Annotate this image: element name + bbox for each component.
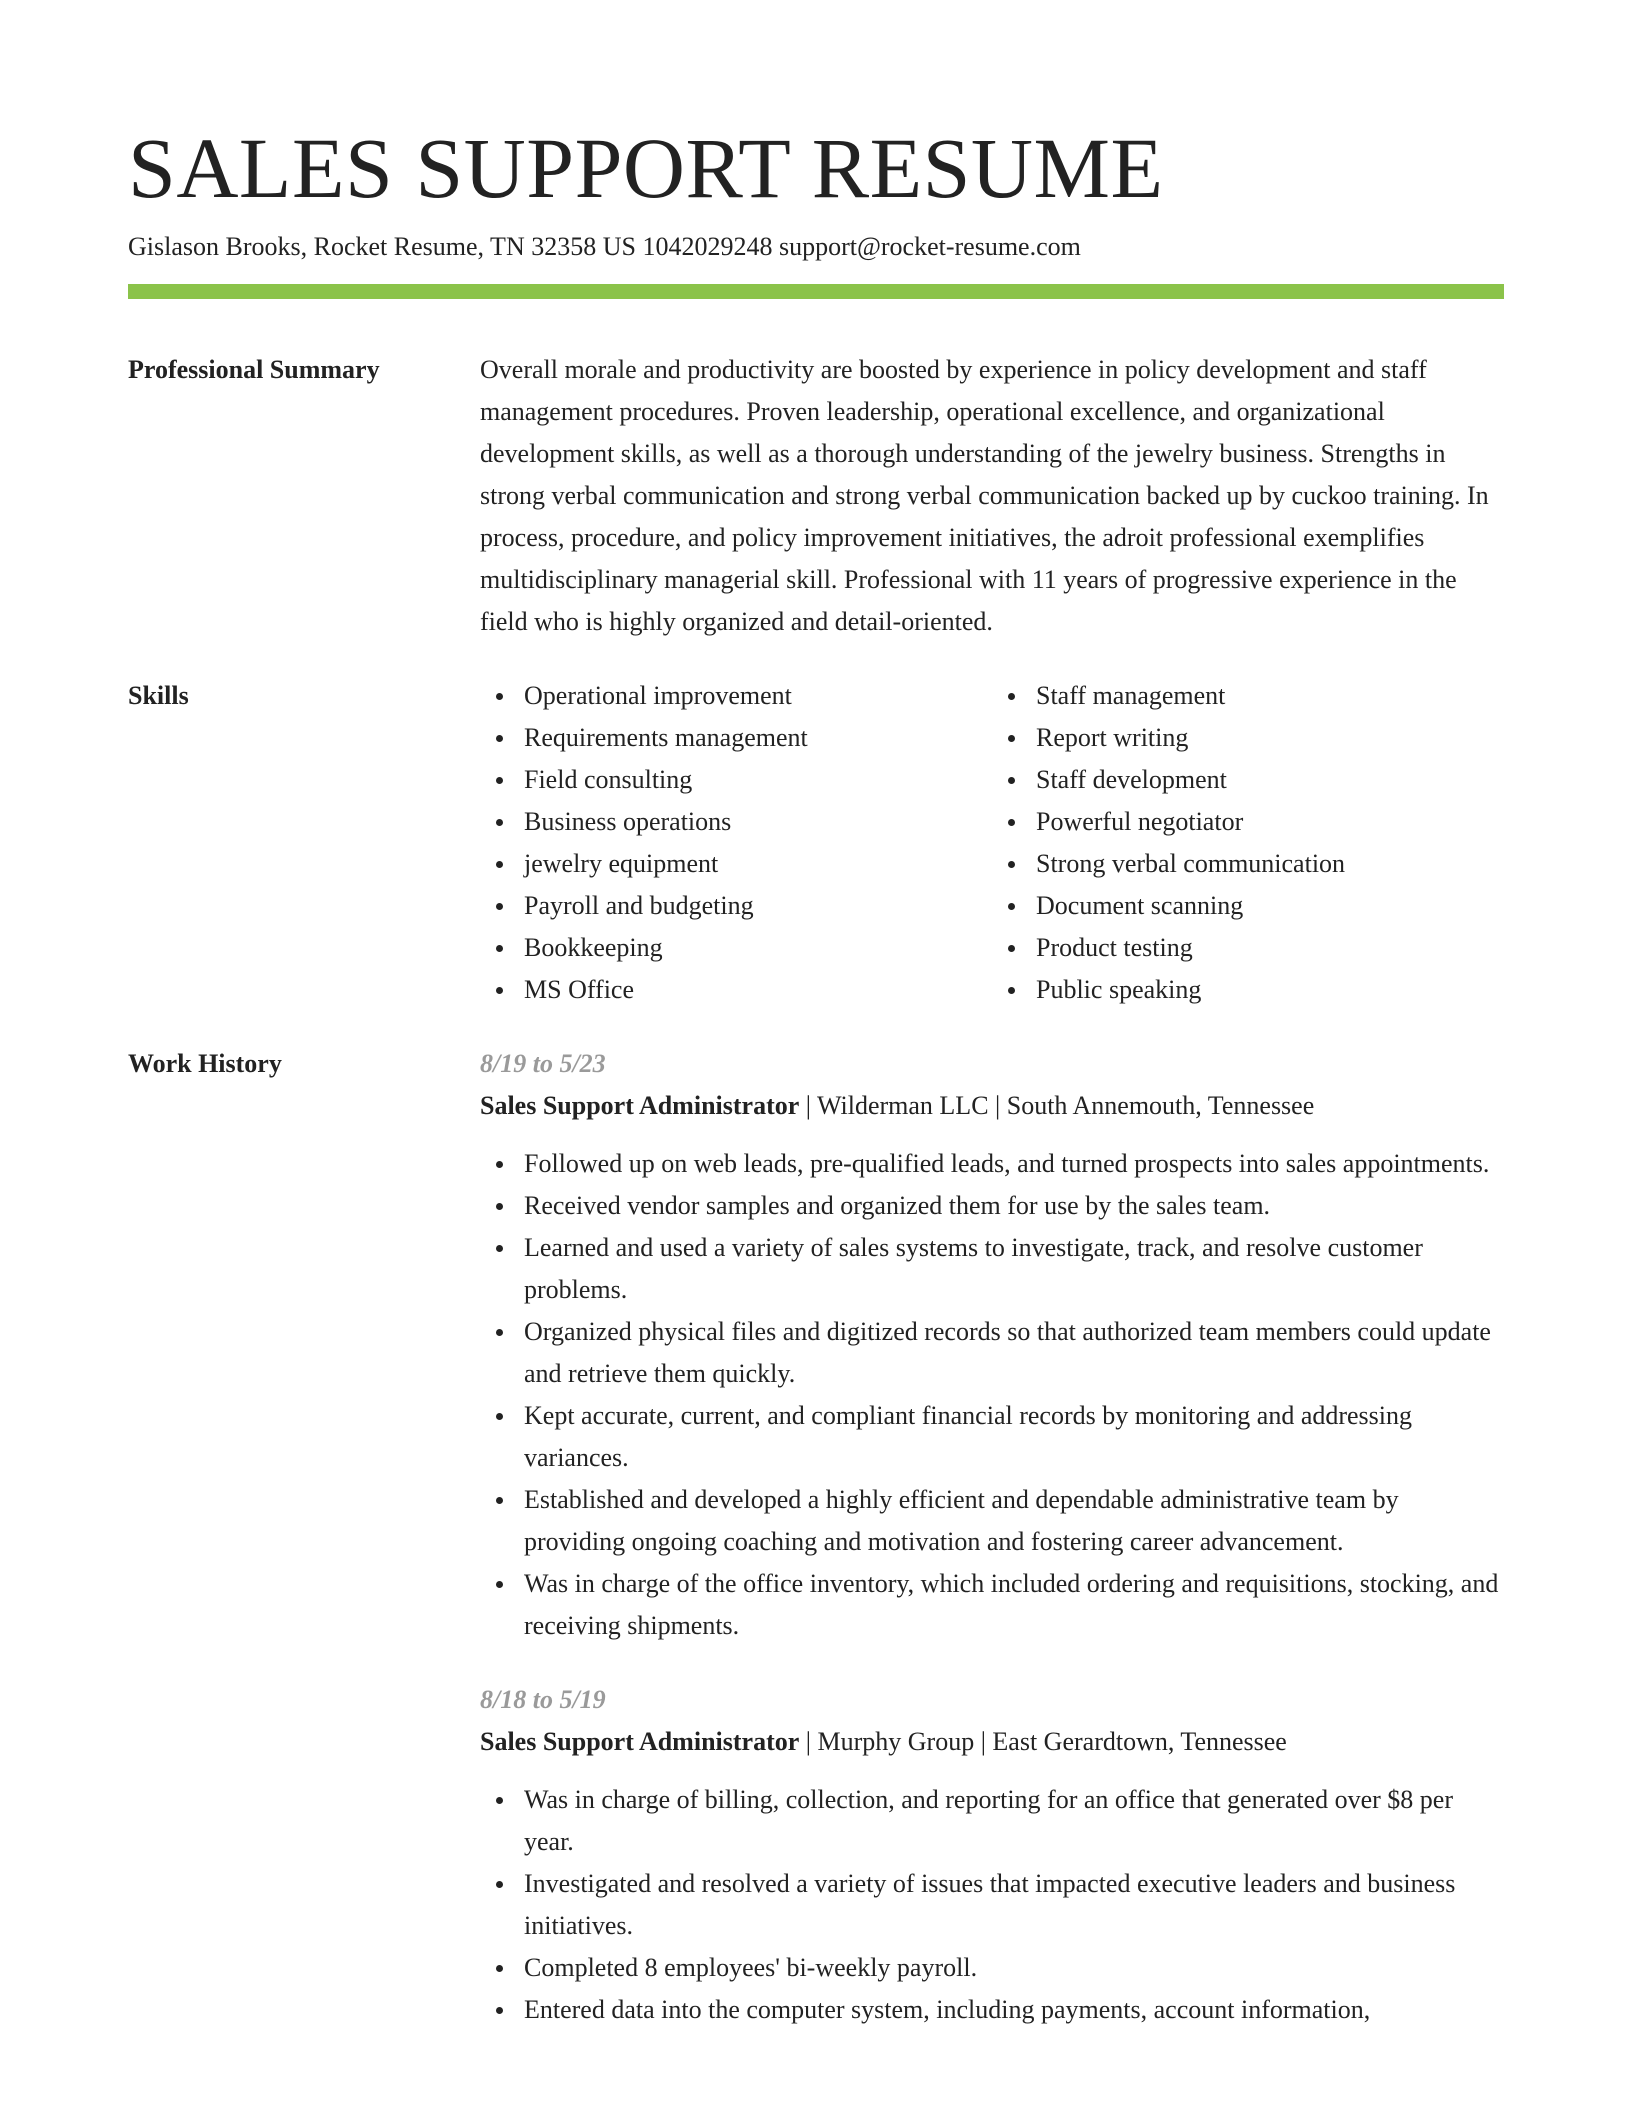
- job-company: Wilderman LLC: [817, 1091, 989, 1120]
- skills-section: [128, 675, 1504, 1011]
- job-bullet: Followed up on web leads, pre-qualified leads, and turned prospects into sales appointments.: [524, 1143, 1504, 1185]
- skills-label: Skills: [128, 681, 189, 710]
- skill-item: Document scanning: [1036, 885, 1504, 927]
- job-bullet: Was in charge of the office inventory, which included ordering and requisitions, stocking, and receiving shipments.: [524, 1563, 1504, 1647]
- job-title: Sales Support Administrator: [480, 1727, 800, 1756]
- job-title: Sales Support Administrator: [480, 1091, 800, 1120]
- skill-item: Requirements management: [524, 717, 992, 759]
- job-bullet: Was in charge of billing, collection, and reporting for an office that generated over $8 per year.: [524, 1779, 1504, 1863]
- work-history-section: [128, 1043, 1504, 2063]
- skill-item: Operational improvement: [524, 675, 992, 717]
- summary-label: Professional Summary: [128, 355, 380, 384]
- contact-line: Gislason Brooks, Rocket Resume, TN 32358 US 1042029248 support@rocket-resume.com: [128, 232, 1081, 261]
- skill-item: jewelry equipment: [524, 843, 992, 885]
- job-bullet: Organized physical files and digitized records so that authorized team members could update and retrieve them quickly.: [524, 1311, 1504, 1395]
- skill-item: Staff management: [1036, 675, 1504, 717]
- job-bullet: Kept accurate, current, and compliant financial records by monitoring and addressing variances.: [524, 1395, 1504, 1479]
- skill-item: Product testing: [1036, 927, 1504, 969]
- skill-item: MS Office: [524, 969, 992, 1011]
- skill-item: Staff development: [1036, 759, 1504, 801]
- heading-separator: |: [974, 1727, 993, 1756]
- heading-separator: |: [799, 1091, 818, 1120]
- skills-list-right: [992, 675, 1504, 1011]
- skill-item: Powerful negotiator: [1036, 801, 1504, 843]
- job-dates: 8/19 to 5/23: [480, 1049, 606, 1078]
- job-location: South Annemouth, Tennessee: [1006, 1091, 1315, 1120]
- job-company: Murphy Group: [817, 1727, 975, 1756]
- summary-section: [128, 349, 1504, 643]
- summary-body: [480, 349, 1504, 643]
- skill-item: Bookkeeping: [524, 927, 992, 969]
- heading-separator: |: [799, 1727, 818, 1756]
- job-location: East Gerardtown, Tennessee: [992, 1727, 1287, 1756]
- job-bullet-list: [480, 1779, 1504, 2031]
- accent-divider: [128, 284, 1504, 299]
- heading-separator: |: [988, 1091, 1007, 1120]
- job-dates: 8/18 to 5/19: [480, 1685, 606, 1714]
- resume-page: [128, 118, 1504, 2063]
- skill-item: Strong verbal communication: [1036, 843, 1504, 885]
- skills-body: [480, 675, 1504, 1011]
- job-bullet: Completed 8 employees' bi-weekly payroll.: [524, 1947, 1504, 1989]
- work-history-label: Work History: [128, 1049, 282, 1078]
- skill-item: Field consulting: [524, 759, 992, 801]
- skill-item: Payroll and budgeting: [524, 885, 992, 927]
- skills-list-left: [480, 675, 992, 1011]
- job-bullet: Learned and used a variety of sales systems to investigate, track, and resolve customer problems.: [524, 1227, 1504, 1311]
- job-bullet: Established and developed a highly efficient and dependable administrative team by providing ongoing coaching and motivation and fostering career advancement.: [524, 1479, 1504, 1563]
- work-history-body: [480, 1043, 1504, 2063]
- skill-item: Business operations: [524, 801, 992, 843]
- job-bullet-list: [480, 1143, 1504, 1647]
- job-bullet: Received vendor samples and organized them for use by the sales team.: [524, 1185, 1504, 1227]
- job-entry: [480, 1043, 1504, 1647]
- job-heading: [480, 1085, 1504, 1127]
- skill-item: Report writing: [1036, 717, 1504, 759]
- job-bullet: Entered data into the computer system, including payments, account information,: [524, 1989, 1504, 2031]
- resume-title: SALES SUPPORT RESUME: [128, 120, 1164, 216]
- skill-item: Public speaking: [1036, 969, 1504, 1011]
- summary-text: Overall morale and productivity are boosted by experience in policy development and staff management procedures. Proven leadership, operational excellence, and organizational development skills, as well as a thorough understanding of the jewelry business. Strengths in strong verbal communication and strong verbal communication backed up by cuckoo training. In process, procedure, and policy improvement initiatives, the adroit professional exemplifies multidisciplinary managerial skill. Professional with 11 years of progressive experience in the field who is highly organized and detail-oriented.: [480, 355, 1489, 636]
- job-entry: [480, 1679, 1504, 2031]
- job-bullet: Investigated and resolved a variety of issues that impacted executive leaders and business initiatives.: [524, 1863, 1504, 1947]
- job-heading: [480, 1721, 1504, 1763]
